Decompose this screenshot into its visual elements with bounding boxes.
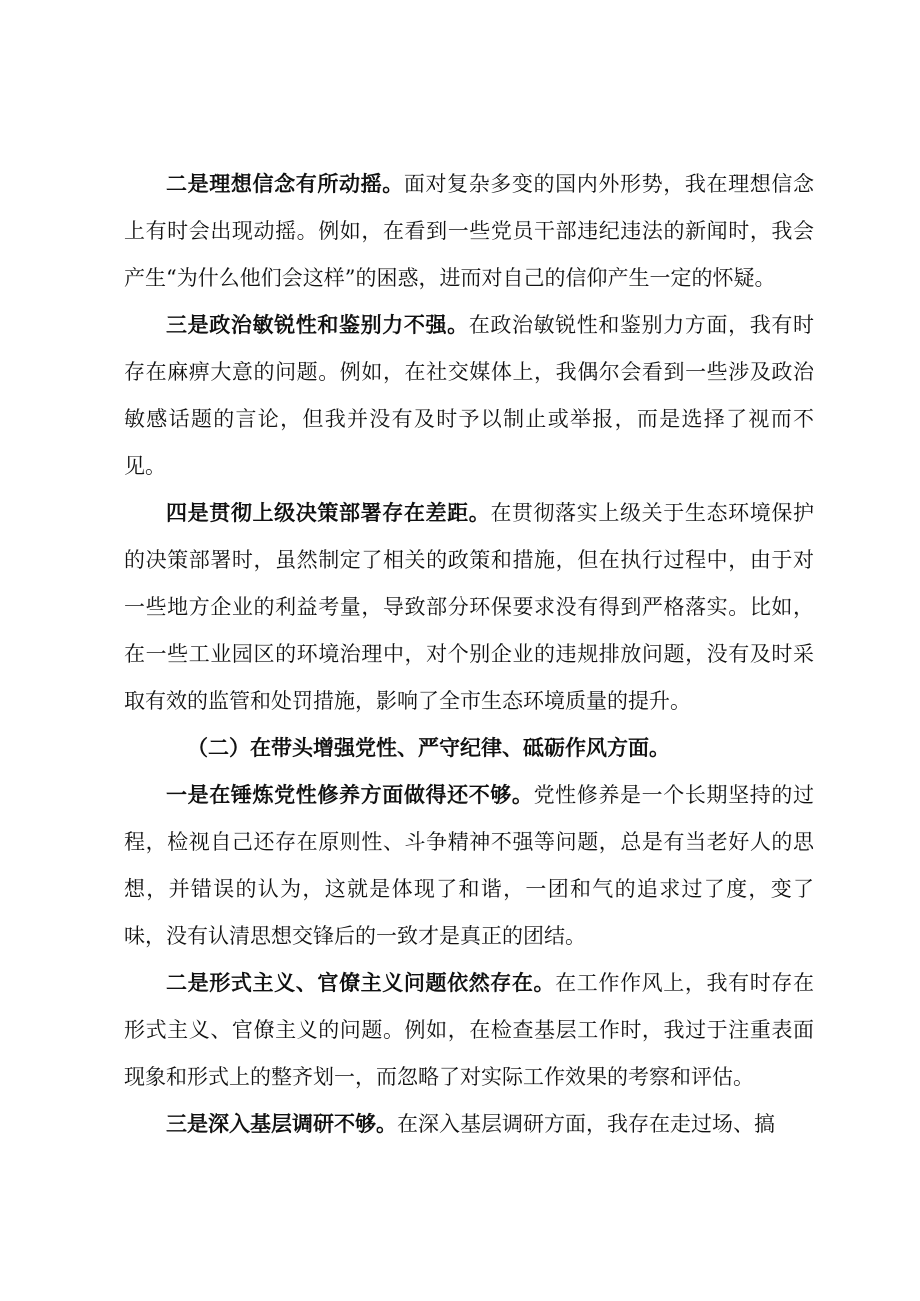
paragraph-lead: 二是形式主义、官僚主义问题依然存在。 [166,971,556,995]
paragraph-grassroots-research [124,1101,814,1148]
paragraph-party-spirit [124,772,814,960]
paragraph-lead: 三是深入基层调研不够。 [166,1112,397,1136]
paragraph-formalism [124,960,814,1101]
paragraph-ideals-wavering [124,161,814,302]
paragraph-lead: 四是贯彻上级决策部署存在差距。 [166,501,491,525]
paragraph-text: 党性修养是一个长期坚持的过程，检视自己还存在原则性、斗争精神不强等问题，总是有当老好人的思想，并错误的认为，这就是体现了和谐，一团和气的追求过了度，变了味，没有认清思想交锋后的一致才是真正的团结。 [124,783,815,948]
paragraph-text: 在贯彻落实上级关于生态环境保护的决策部署时，虽然制定了相关的政策和措施，但在执行过程中，由于对一些地方企业的利益考量，导致部分环保要求没有得到严格落实。比如，在一些工业园区的环境治理中，对个别企业的违规排放问题，没有及时采取有效的监管和处罚措施，影响了全市生态环境质量的提升。 [124,501,815,713]
paragraph-policy-implementation [124,490,814,725]
section-heading: （二）在带头增强党性、严守纪律、砥砺作风方面。 [187,736,670,760]
document-body [124,161,814,1148]
paragraph-text: 面对复杂多变的国内外形势，我在理想信念上有时会出现动摇。例如，在看到一些党员干部违纪违法的新闻时，我会产生“为什么他们会这样”的困惑，进而对自己的信仰产生一定的怀疑。 [124,172,814,290]
paragraph-lead: 三是政治敏锐性和鉴别力不强。 [166,313,469,337]
paragraph-lead: 二是理想信念有所动摇。 [166,172,404,196]
paragraph-political-sensitivity [124,302,814,490]
paragraph-lead: 一是在锤炼党性修养方面做得还不够。 [166,783,534,807]
paragraph-text: 在工作作风上，我有时存在形式主义、官僚主义的问题。例如，在检查基层工作时，我过于注重表面现象和形式上的整齐划一，而忽略了对实际工作效果的考察和评估。 [124,971,814,1089]
paragraph-text: 在政治敏锐性和鉴别力方面，我有时存在麻痹大意的问题。例如，在社交媒体上，我偶尔会看到一些涉及政治敏感话题的言论，但我并没有及时予以制止或举报，而是选择了视而不见。 [124,313,815,478]
paragraph-text: 在深入基层调研方面，我存在走过场、搞 [397,1112,775,1136]
